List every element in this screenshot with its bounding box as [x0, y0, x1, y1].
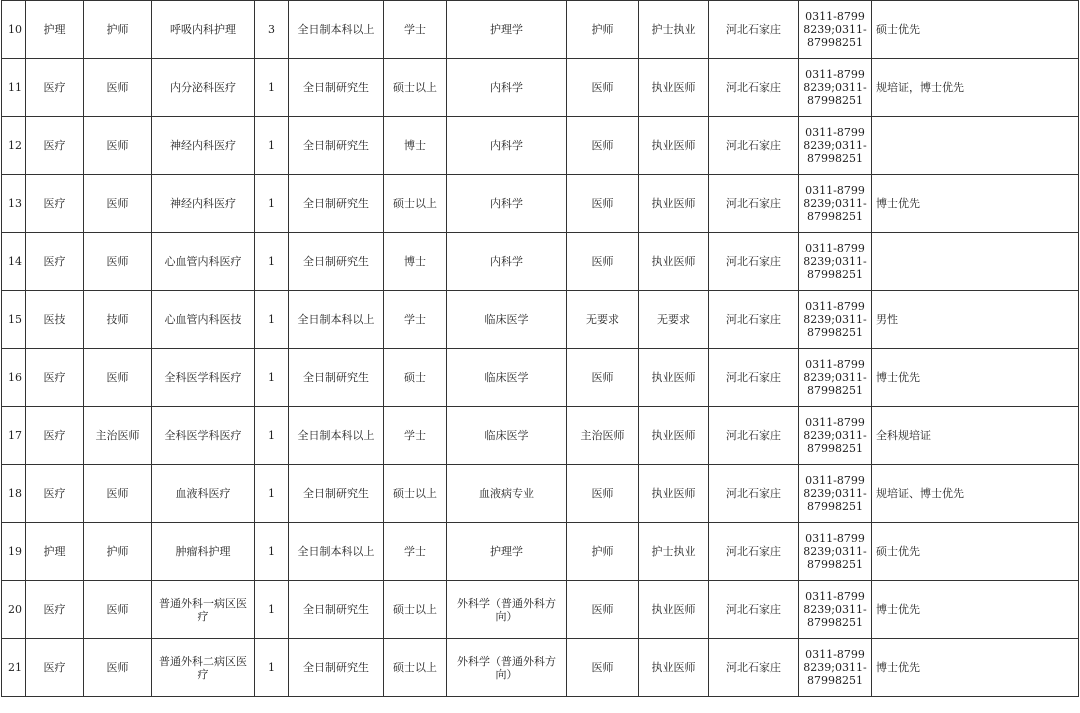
- category-cell: 医疗: [26, 639, 84, 697]
- major-cell: 临床医学: [447, 407, 567, 465]
- count-cell: 1: [255, 581, 289, 639]
- position-cell: 医师: [84, 175, 152, 233]
- education-type-cell: 全日制研究生: [289, 581, 384, 639]
- education-type-cell: 全日制研究生: [289, 233, 384, 291]
- department-cell: 普通外科一病区医疗: [152, 581, 255, 639]
- table-row: [2, 291, 1079, 349]
- title-cell: 无要求: [567, 291, 639, 349]
- phone-cell: 0311-87998239;0311-87998251: [799, 175, 872, 233]
- note-cell: [872, 233, 1079, 291]
- note-cell: 规培证、博士优先: [872, 465, 1079, 523]
- major-cell: 内科学: [447, 117, 567, 175]
- table-row: [2, 59, 1079, 117]
- title-cell: 医师: [567, 349, 639, 407]
- note-cell: 博士优先: [872, 639, 1079, 697]
- row-number-cell: 12: [2, 117, 26, 175]
- title-cell: 护师: [567, 1, 639, 59]
- row-number-cell: 14: [2, 233, 26, 291]
- count-cell: 3: [255, 1, 289, 59]
- education-type-cell: 全日制研究生: [289, 639, 384, 697]
- major-cell: 临床医学: [447, 349, 567, 407]
- qualification-cell: 执业医师: [639, 465, 709, 523]
- education-type-cell: 全日制本科以上: [289, 291, 384, 349]
- position-cell: 护师: [84, 1, 152, 59]
- category-cell: 护理: [26, 1, 84, 59]
- major-cell: 外科学（普通外科方向）: [447, 639, 567, 697]
- degree-cell: 博士: [384, 233, 447, 291]
- category-cell: 医疗: [26, 349, 84, 407]
- degree-cell: 学士: [384, 523, 447, 581]
- row-number-cell: 16: [2, 349, 26, 407]
- position-cell: 医师: [84, 59, 152, 117]
- table-row: [2, 117, 1079, 175]
- department-cell: 神经内科医疗: [152, 117, 255, 175]
- position-cell: 医师: [84, 349, 152, 407]
- row-number-cell: 21: [2, 639, 26, 697]
- qualification-cell: 执业医师: [639, 639, 709, 697]
- major-cell: 内科学: [447, 233, 567, 291]
- education-type-cell: 全日制研究生: [289, 465, 384, 523]
- department-cell: 心血管内科医技: [152, 291, 255, 349]
- phone-cell: 0311-87998239;0311-87998251: [799, 407, 872, 465]
- row-number-cell: 15: [2, 291, 26, 349]
- major-cell: 血液病专业: [447, 465, 567, 523]
- phone-cell: 0311-87998239;0311-87998251: [799, 1, 872, 59]
- position-cell: 医师: [84, 465, 152, 523]
- education-type-cell: 全日制研究生: [289, 117, 384, 175]
- phone-cell: 0311-87998239;0311-87998251: [799, 639, 872, 697]
- major-cell: 内科学: [447, 175, 567, 233]
- phone-cell: 0311-87998239;0311-87998251: [799, 465, 872, 523]
- table-row: [2, 233, 1079, 291]
- count-cell: 1: [255, 59, 289, 117]
- category-cell: 医疗: [26, 59, 84, 117]
- major-cell: 内科学: [447, 59, 567, 117]
- department-cell: 心血管内科医疗: [152, 233, 255, 291]
- category-cell: 医技: [26, 291, 84, 349]
- degree-cell: 硕士以上: [384, 639, 447, 697]
- position-cell: 医师: [84, 581, 152, 639]
- phone-cell: 0311-87998239;0311-87998251: [799, 523, 872, 581]
- degree-cell: 学士: [384, 407, 447, 465]
- qualification-cell: 护士执业: [639, 523, 709, 581]
- title-cell: 医师: [567, 581, 639, 639]
- note-cell: 规培证，博士优先: [872, 59, 1079, 117]
- qualification-cell: 执业医师: [639, 117, 709, 175]
- note-cell: 博士优先: [872, 581, 1079, 639]
- title-cell: 护师: [567, 523, 639, 581]
- category-cell: 护理: [26, 523, 84, 581]
- row-number-cell: 13: [2, 175, 26, 233]
- education-type-cell: 全日制本科以上: [289, 407, 384, 465]
- qualification-cell: 无要求: [639, 291, 709, 349]
- phone-cell: 0311-87998239;0311-87998251: [799, 117, 872, 175]
- note-cell: 硕士优先: [872, 1, 1079, 59]
- table-row: [2, 523, 1079, 581]
- department-cell: 普通外科二病区医疗: [152, 639, 255, 697]
- category-cell: 医疗: [26, 407, 84, 465]
- title-cell: 医师: [567, 59, 639, 117]
- department-cell: 全科医学科医疗: [152, 349, 255, 407]
- position-cell: 医师: [84, 639, 152, 697]
- degree-cell: 学士: [384, 1, 447, 59]
- title-cell: 医师: [567, 465, 639, 523]
- table-row: [2, 175, 1079, 233]
- row-number-cell: 19: [2, 523, 26, 581]
- location-cell: 河北石家庄: [709, 349, 799, 407]
- title-cell: 主治医师: [567, 407, 639, 465]
- recruitment-table: [1, 0, 1079, 697]
- title-cell: 医师: [567, 175, 639, 233]
- category-cell: 医疗: [26, 117, 84, 175]
- count-cell: 1: [255, 465, 289, 523]
- note-cell: 硕士优先: [872, 523, 1079, 581]
- phone-cell: 0311-87998239;0311-87998251: [799, 349, 872, 407]
- row-number-cell: 11: [2, 59, 26, 117]
- count-cell: 1: [255, 523, 289, 581]
- row-number-cell: 18: [2, 465, 26, 523]
- note-cell: [872, 117, 1079, 175]
- category-cell: 医疗: [26, 233, 84, 291]
- position-cell: 医师: [84, 117, 152, 175]
- count-cell: 1: [255, 291, 289, 349]
- qualification-cell: 执业医师: [639, 175, 709, 233]
- table-row: [2, 639, 1079, 697]
- qualification-cell: 执业医师: [639, 407, 709, 465]
- qualification-cell: 护士执业: [639, 1, 709, 59]
- location-cell: 河北石家庄: [709, 117, 799, 175]
- table-row: [2, 1, 1079, 59]
- degree-cell: 学士: [384, 291, 447, 349]
- location-cell: 河北石家庄: [709, 407, 799, 465]
- title-cell: 医师: [567, 233, 639, 291]
- major-cell: 临床医学: [447, 291, 567, 349]
- department-cell: 内分泌科医疗: [152, 59, 255, 117]
- degree-cell: 硕士以上: [384, 59, 447, 117]
- location-cell: 河北石家庄: [709, 639, 799, 697]
- qualification-cell: 执业医师: [639, 59, 709, 117]
- department-cell: 呼吸内科护理: [152, 1, 255, 59]
- phone-cell: 0311-87998239;0311-87998251: [799, 291, 872, 349]
- position-cell: 护师: [84, 523, 152, 581]
- education-type-cell: 全日制本科以上: [289, 1, 384, 59]
- location-cell: 河北石家庄: [709, 581, 799, 639]
- position-cell: 医师: [84, 233, 152, 291]
- table-row: [2, 465, 1079, 523]
- title-cell: 医师: [567, 639, 639, 697]
- location-cell: 河北石家庄: [709, 291, 799, 349]
- department-cell: 血液科医疗: [152, 465, 255, 523]
- education-type-cell: 全日制研究生: [289, 59, 384, 117]
- major-cell: 外科学（普通外科方向）: [447, 581, 567, 639]
- position-cell: 技师: [84, 291, 152, 349]
- department-cell: 神经内科医疗: [152, 175, 255, 233]
- count-cell: 1: [255, 117, 289, 175]
- count-cell: 1: [255, 175, 289, 233]
- major-cell: 护理学: [447, 523, 567, 581]
- category-cell: 医疗: [26, 465, 84, 523]
- row-number-cell: 17: [2, 407, 26, 465]
- location-cell: 河北石家庄: [709, 175, 799, 233]
- location-cell: 河北石家庄: [709, 233, 799, 291]
- education-type-cell: 全日制研究生: [289, 349, 384, 407]
- qualification-cell: 执业医师: [639, 233, 709, 291]
- row-number-cell: 20: [2, 581, 26, 639]
- major-cell: 护理学: [447, 1, 567, 59]
- education-type-cell: 全日制本科以上: [289, 523, 384, 581]
- degree-cell: 硕士: [384, 349, 447, 407]
- location-cell: 河北石家庄: [709, 59, 799, 117]
- table-body: [2, 1, 1079, 697]
- title-cell: 医师: [567, 117, 639, 175]
- phone-cell: 0311-87998239;0311-87998251: [799, 581, 872, 639]
- phone-cell: 0311-87998239;0311-87998251: [799, 233, 872, 291]
- note-cell: 博士优先: [872, 349, 1079, 407]
- category-cell: 医疗: [26, 175, 84, 233]
- phone-cell: 0311-87998239;0311-87998251: [799, 59, 872, 117]
- location-cell: 河北石家庄: [709, 523, 799, 581]
- count-cell: 1: [255, 349, 289, 407]
- category-cell: 医疗: [26, 581, 84, 639]
- count-cell: 1: [255, 639, 289, 697]
- department-cell: 全科医学科医疗: [152, 407, 255, 465]
- row-number-cell: 10: [2, 1, 26, 59]
- note-cell: 博士优先: [872, 175, 1079, 233]
- qualification-cell: 执业医师: [639, 581, 709, 639]
- education-type-cell: 全日制研究生: [289, 175, 384, 233]
- position-cell: 主治医师: [84, 407, 152, 465]
- qualification-cell: 执业医师: [639, 349, 709, 407]
- degree-cell: 博士: [384, 117, 447, 175]
- department-cell: 肿瘤科护理: [152, 523, 255, 581]
- table-row: [2, 581, 1079, 639]
- degree-cell: 硕士以上: [384, 175, 447, 233]
- degree-cell: 硕士以上: [384, 465, 447, 523]
- note-cell: 全科规培证: [872, 407, 1079, 465]
- location-cell: 河北石家庄: [709, 1, 799, 59]
- location-cell: 河北石家庄: [709, 465, 799, 523]
- table-row: [2, 349, 1079, 407]
- count-cell: 1: [255, 407, 289, 465]
- count-cell: 1: [255, 233, 289, 291]
- degree-cell: 硕士以上: [384, 581, 447, 639]
- note-cell: 男性: [872, 291, 1079, 349]
- table-row: [2, 407, 1079, 465]
